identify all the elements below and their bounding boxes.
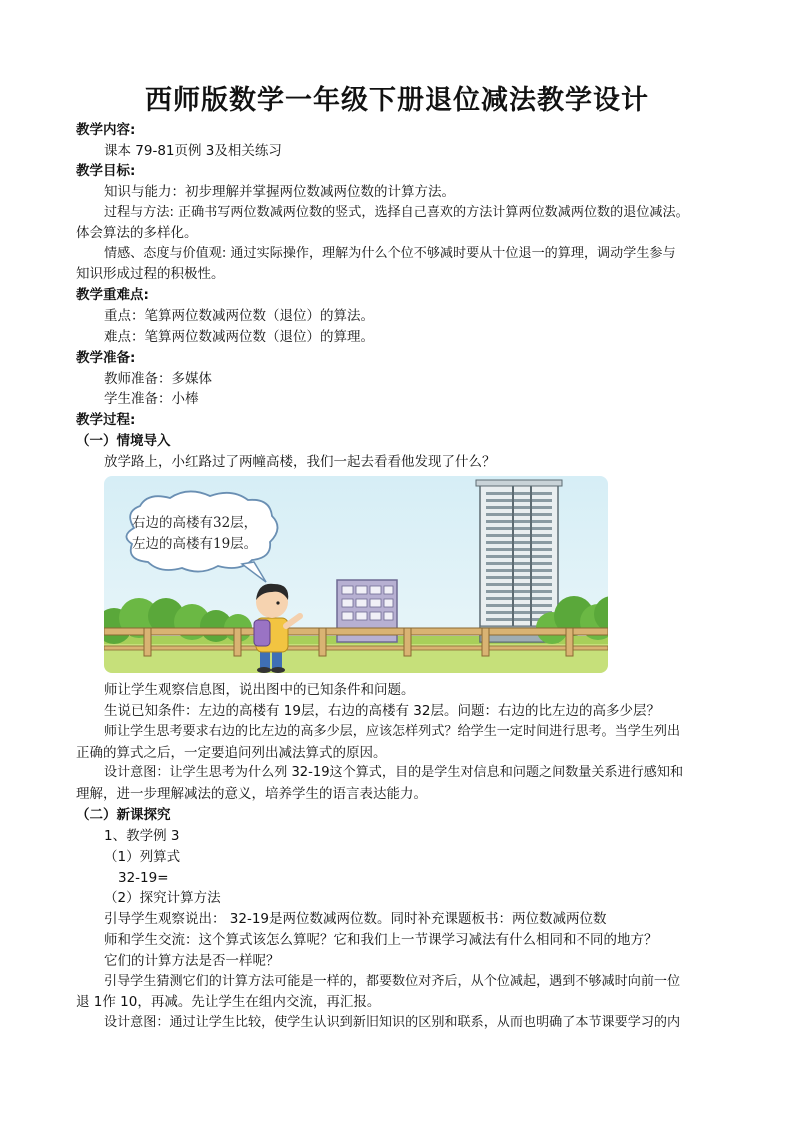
goals-heading: 教学目标: [76, 163, 136, 179]
paragraph-3-line-1: 师让学生思考要求右边的比左边的高多少层，应该怎样列式？给学生一定时间进行思考。当学生列出 [104, 724, 681, 739]
bubble-line-2: 左边的高楼有19层。 [132, 536, 258, 552]
key-heading: 教学重难点: [76, 287, 149, 303]
step-2: （2）探究计算方法 [104, 890, 221, 906]
content-text: 课本 79-81页例 3及相关练习 [104, 143, 282, 159]
paragraph-3-line-2: 正确的算式之后，一定要追问列出减法算式的原因。 [76, 745, 387, 761]
page-title: 西师版数学一年级下册退位减法教学设计 [145, 85, 649, 116]
goal-2-line-2: 体会算法的多样化。 [76, 225, 198, 241]
goal-3-line-2: 知识形成过程的积极性。 [76, 266, 225, 282]
paragraph-1: 师让学生观察信息图，说出图中的已知条件和问题。 [104, 682, 415, 698]
formula: 32-19= [118, 870, 169, 886]
paragraph-6: 师和学生交流：这个算式该怎么算呢？它和我们上一节课学习减法有什么相同和不同的地方？ [104, 932, 658, 948]
teacher-prep: 教师准备：多媒体 [104, 371, 212, 387]
illustration-svg [104, 476, 608, 673]
prep-heading: 教学准备: [76, 350, 136, 366]
paragraph-4-line-1: 设计意图：让学生思考为什么列 32-19这个算式，目的是学生对信息和问题之间数量关系进行感知和 [104, 765, 684, 780]
student-prep: 学生准备：小棒 [104, 391, 199, 407]
section-2-heading: （二）新课探究 [76, 807, 171, 823]
buildings-illustration [104, 476, 608, 673]
paragraph-8-line-1: 引导学生猜测它们的计算方法可能是一样的，都要数位对齐后，从个位减起，遇到不够减时向前一位 [104, 974, 681, 989]
step-1: （1）列算式 [104, 849, 181, 865]
process-heading: 教学过程: [76, 412, 136, 428]
goal-2-line-1: 过程与方法: 正确书写两位数减两位数的竖式，选择自己喜欢的方法计算两位数减两位数的退位减法。 [104, 205, 689, 220]
intro-text: 放学路上，小红路过了两幢高楼，我们一起去看看他发现了什么？ [104, 454, 496, 470]
paragraph-5: 引导学生观察说出： 32-19是两位数减两位数。同时补充课题板书：两位数减两位数 [104, 911, 607, 927]
bubble-line-1: 右边的高楼有32层， [132, 515, 258, 531]
paragraph-7: 它们的计算方法是否一样呢？ [104, 953, 280, 969]
difficult-point: 难点：笔算两位数减两位数（退位）的算理。 [104, 329, 374, 345]
paragraph-8-line-2: 退 1作 10，再减。先让学生在组内交流，再汇报。 [76, 994, 381, 1010]
paragraph-9: 设计意图：通过让学生比较，使学生认识到新旧知识的区别和联系，从而也明确了本节课要学习的内 [104, 1015, 681, 1030]
goal-3-line-1: 情感、态度与价值观: 通过实际操作，理解为什么个位不够减时要从十位退一的算理，调动学生参与 [104, 246, 676, 261]
goal-1: 知识与能力：初步理解并掌握两位数减两位数的计算方法。 [104, 184, 455, 200]
section-1-heading: （一）情境导入 [76, 433, 171, 449]
paragraph-4-line-2: 理解，进一步理解减法的意义，培养学生的语言表达能力。 [76, 786, 427, 802]
key-point: 重点：笔算两位数减两位数（退位）的算法。 [104, 308, 374, 324]
content-heading: 教学内容: [76, 122, 136, 138]
item-1: 1、教学例 3 [104, 828, 180, 844]
paragraph-2: 生说已知条件：左边的高楼有 19层，右边的高楼有 32层。问题：右边的比左边的高多少层？ [104, 703, 660, 719]
